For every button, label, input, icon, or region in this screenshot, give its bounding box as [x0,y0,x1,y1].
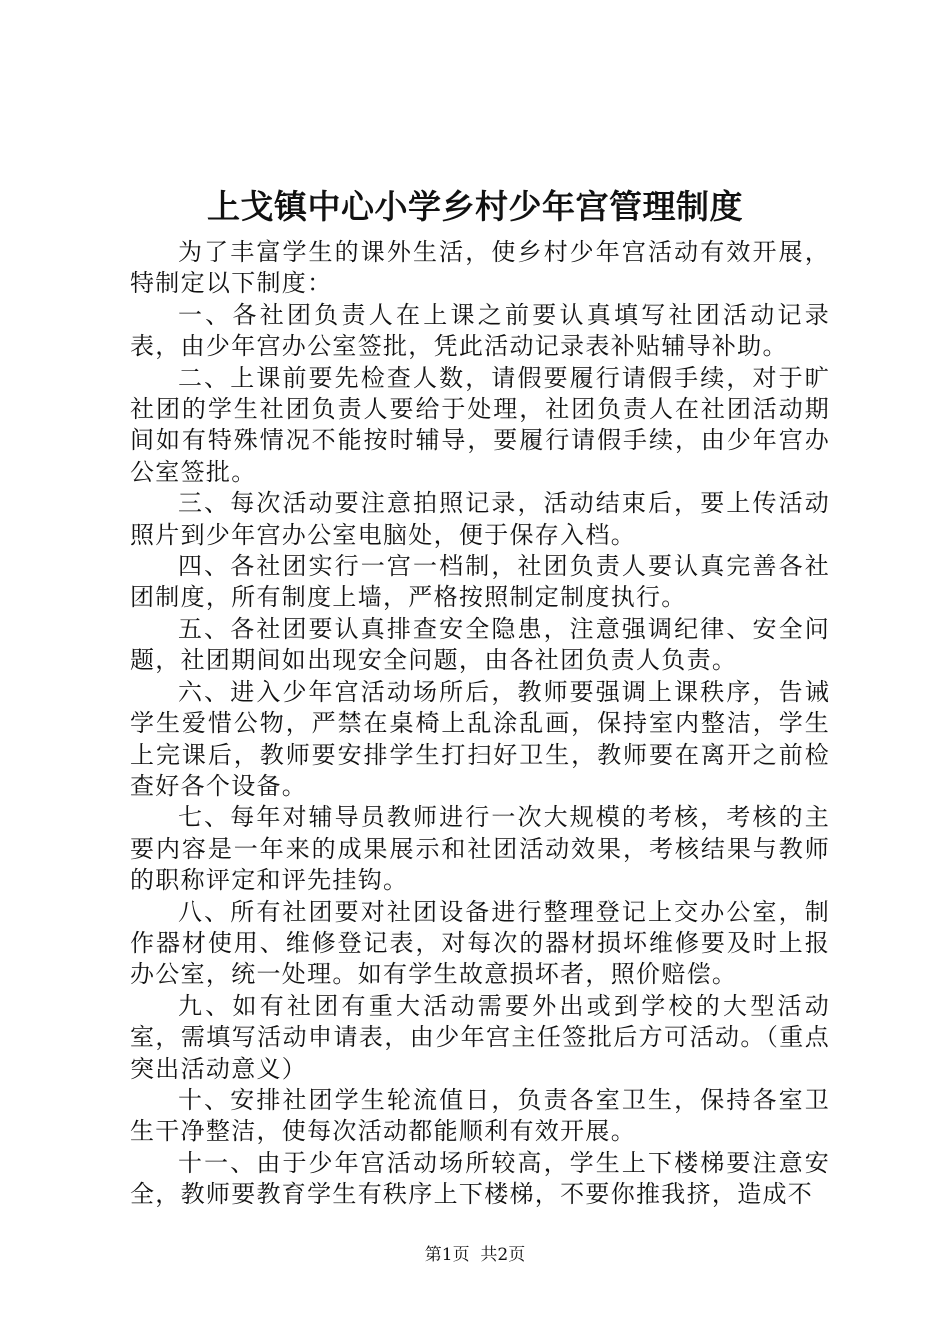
rule-paragraph-5: 五、各社团要认真排查安全隐患，注意强调纪律、安全问题，社团期间如出现安全问题，由各社团负责人负责。 [130,614,830,675]
rule-paragraph-8: 八、所有社团要对社团设备进行整理登记上交办公室，制作器材使用、维修登记表，对每次的器材损坏维修要及时上报办公室，统一处理。如有学生故意损坏者，照价赔偿。 [130,897,830,989]
rule-paragraph-1: 一、各社团负责人在上课之前要认真填写社团活动记录表，由少年宫办公室签批，凭此活动记录表补贴辅导补助。 [130,300,830,361]
rule-paragraph-11: 十一、由于少年宫活动场所较高，学生上下楼梯要注意安全，教师要教育学生有秩序上下楼梯，不要你推我挤，造成不 [130,1148,830,1209]
intro-paragraph: 为了丰富学生的课外生活，使乡村少年宫活动有效开展，特制定以下制度： [130,238,830,298]
rule-paragraph-2: 二、上课前要先检查人数，请假要履行请假手续，对于旷社团的学生社团负责人要给于处理，社团负责人在社团活动期间如有特殊情况不能按时辅导，要履行请假手续，由少年宫办公室签批。 [130,363,830,486]
rule-paragraph-9: 九、如有社团有重大活动需要外出或到学校的大型活动室，需填写活动申请表，由少年宫主任签批后方可活动。（重点突出活动意义） [130,991,830,1083]
rule-paragraph-6: 六、进入少年宫活动场所后，教师要强调上课秩序，告诫学生爱惜公物，严禁在桌椅上乱涂乱画，保持室内整洁，学生上完课后，教师要安排学生打扫好卫生，教师要在离开之前检查好各个设备。 [130,677,830,800]
page-footer: 第1页 共2页 [424,1245,526,1265]
rule-paragraph-4: 四、各社团实行一宫一档制，社团负责人要认真完善各社团制度，所有制度上墙，严格按照制定制度执行。 [130,552,830,612]
document-body [130,237,830,1211]
document-title: 上戈镇中心小学乡村少年宫管理制度 [207,187,743,226]
rule-paragraph-3: 三、每次活动要注意拍照记录，活动结束后，要上传活动照片到少年宫办公室电脑处，便于保存入档。 [130,489,830,549]
rule-paragraph-10: 十、安排社团学生轮流值日，负责各室卫生，保持各室卫生干净整洁，使每次活动都能顺利有效开展。 [130,1085,830,1146]
rule-paragraph-7: 七、每年对辅导员教师进行一次大规模的考核，考核的主要内容是一年来的成果展示和社团活动效果，考核结果与教师的职称评定和评先挂钩。 [130,803,830,895]
